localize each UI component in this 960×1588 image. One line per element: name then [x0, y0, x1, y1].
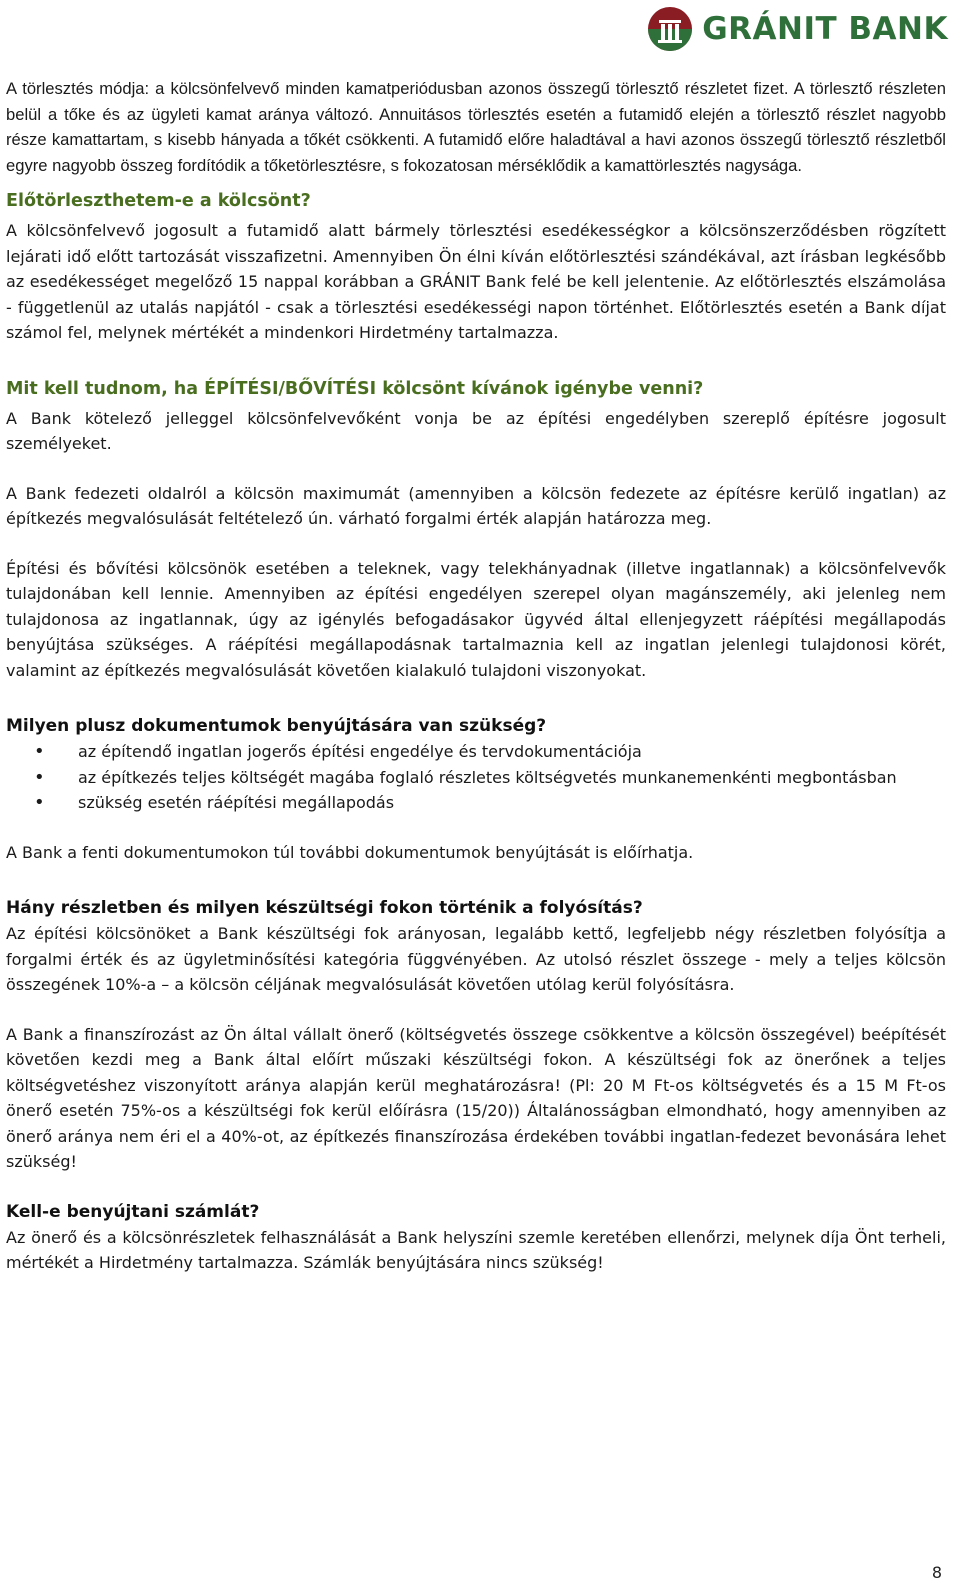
section-title-invoice: Kell-e benyújtani számlát?: [6, 1201, 260, 1222]
section-title-construction: Mit kell tudnom, ha ÉPÍTÉSI/BŐVÍTÉSI kölcsönt kívánok igénybe venni?: [6, 378, 704, 399]
construction-paragraph-3: Építési és bővítési kölcsönök esetében a teleknek, vagy telekhányadnak (illetve ingatlannak) a kölcsönfelvevők tulajdonában kell lennie. Amennyiben az építési engedélyen szerepel olyan magánszemély, aki jelenleg nem tulajdonosa az ingatlannak, úgy az igénylés befogadásakor ügyvéd által ellenjegyzett ráépítési megállapodás benyújtása szükséges. A ráépítési megállapodásnak tartalmaznia kell az ingatlan jelenlegi tulajdonosi körét, valamint az építkezés megvalósulását követően kialakuló tulajdoni viszonyokat.: [6, 558, 946, 680]
list-item: • az építendő ingatlan jogerős építési engedélye és tervdokumentációja: [6, 739, 946, 765]
brand-logo: [644, 2, 948, 56]
list-item: • az építkezés teljes költségét magába foglaló részletes költségvetés munkanemenkénti megbontásban: [6, 765, 946, 791]
section-title-prepayment: Előtörleszthetem-e a kölcsönt?: [6, 191, 311, 211]
construction-paragraph-1: A Bank kötelező jelleggel kölcsönfelvevőként vonja be az építési engedélyben szereplő építésre jogosult személyeket.: [6, 408, 946, 453]
documents-list: [6, 739, 946, 816]
section-title-disbursement: Hány részletben és milyen készültségi fokon történik a folyósítás?: [6, 898, 643, 918]
list-item: • szükség esetén ráépítési megállapodás: [6, 790, 946, 816]
granit-bank-logo-icon: [644, 3, 696, 55]
disbursement-paragraph-1: Az építési kölcsönöket a Bank készültségi fok arányosan, legalább kettő, legfeljebb négy részletben folyósítja a forgalmi érték és az ügyletminősítési kategória függvényében. Az utolsó részlet összege - mely a teljes kölcsön összegének 10%-a – a kölcsön céljának megvalósulását követően utólag kerül folyósításra.: [6, 924, 946, 994]
intro-paragraph: A törlesztés módja: a kölcsönfelvevő minden kamatperiódusban azonos összegű törlesztő részletet fizet. A törlesztő részleten belül a tőke és az ügyleti kamat aránya változó. Annuitásos törlesztés esetén a futamidő elején a törlesztő részlet nagyobb része kamattartam, s kisebb hányada a tőkét csökkenti. A futamidő előre haladtával a havi azonos összegű törlesztő részletből egyre nagyobb összeg fordítódik a tőketörlesztésre, s fokozatosan mérséklődik a kamattörlesztés nagysága.: [6, 79, 946, 175]
disbursement-paragraph-2: A Bank a finanszírozást az Ön által vállalt önerő (költségvetés összege csökkentve a kölcsön összegével) beépítését követően kezdi meg a Bank által előírt műszaki készültségi fokon. A készültségi fok az önerőnek a teljes költségvetéshez viszonyított aránya alapján kerül meghatározásra! (Pl: 20 M Ft-os költségvetés és a 15 M Ft-os önerő esetén 75%-os a készültségi fok kerül előírásra (15/20)) Általánosságban elmondható, hogy amennyiben az önerő aránya nem éri el a 40%-ot, az építkezés finanszírozása érdekében további ingatlan-fedezet bevonására lehet szükség!: [6, 1024, 946, 1171]
documents-paragraph: A Bank a fenti dokumentumokon túl további dokumentumok benyújtását is előírhatja.: [6, 842, 694, 862]
prepayment-paragraph: A kölcsönfelvevő jogosult a futamidő alatt bármely törlesztési esedékességkor a kölcsönszerződésben rögzített lejárati idő előtt tartozását visszafizetni. Amennyiben Ön élni kíván előtörlesztési szándékával, azt írásban legkésőbb az esedékességet megelőző 15 nappal korábban a GRÁNIT Bank felé be kell jelentenie. Az előtörlesztés elszámolása - függetlenül az utalás napjától - csak a törlesztési esedékességi napon történhet. Előtörlesztés esetén a Bank díjat számol fel, melynek mértékét a mindenkori Hirdetmény tartalmazza.: [6, 221, 946, 342]
construction-paragraph-2: A Bank fedezeti oldalról a kölcsön maximumát (amennyiben a kölcsön fedezete az építésre kerülő ingatlan) az építkezés megvalósulását feltételező ún. várható forgalmi érték alapján határozza meg.: [6, 483, 946, 528]
brand-name: GRÁNIT BANK: [702, 11, 948, 47]
document-body: [6, 76, 946, 1276]
page-number: 8: [931, 1563, 942, 1582]
section-title-documents: Milyen plusz dokumentumok benyújtására van szükség?: [6, 716, 547, 736]
invoice-paragraph: Az önerő és a kölcsönrészletek felhasználását a Bank helyszíni szemle keretében ellenőrzi, melynek díja Önt terheli, mértékét a Hirdetmény tartalmazza. Számlák benyújtására nincs szükség!: [6, 1227, 946, 1272]
